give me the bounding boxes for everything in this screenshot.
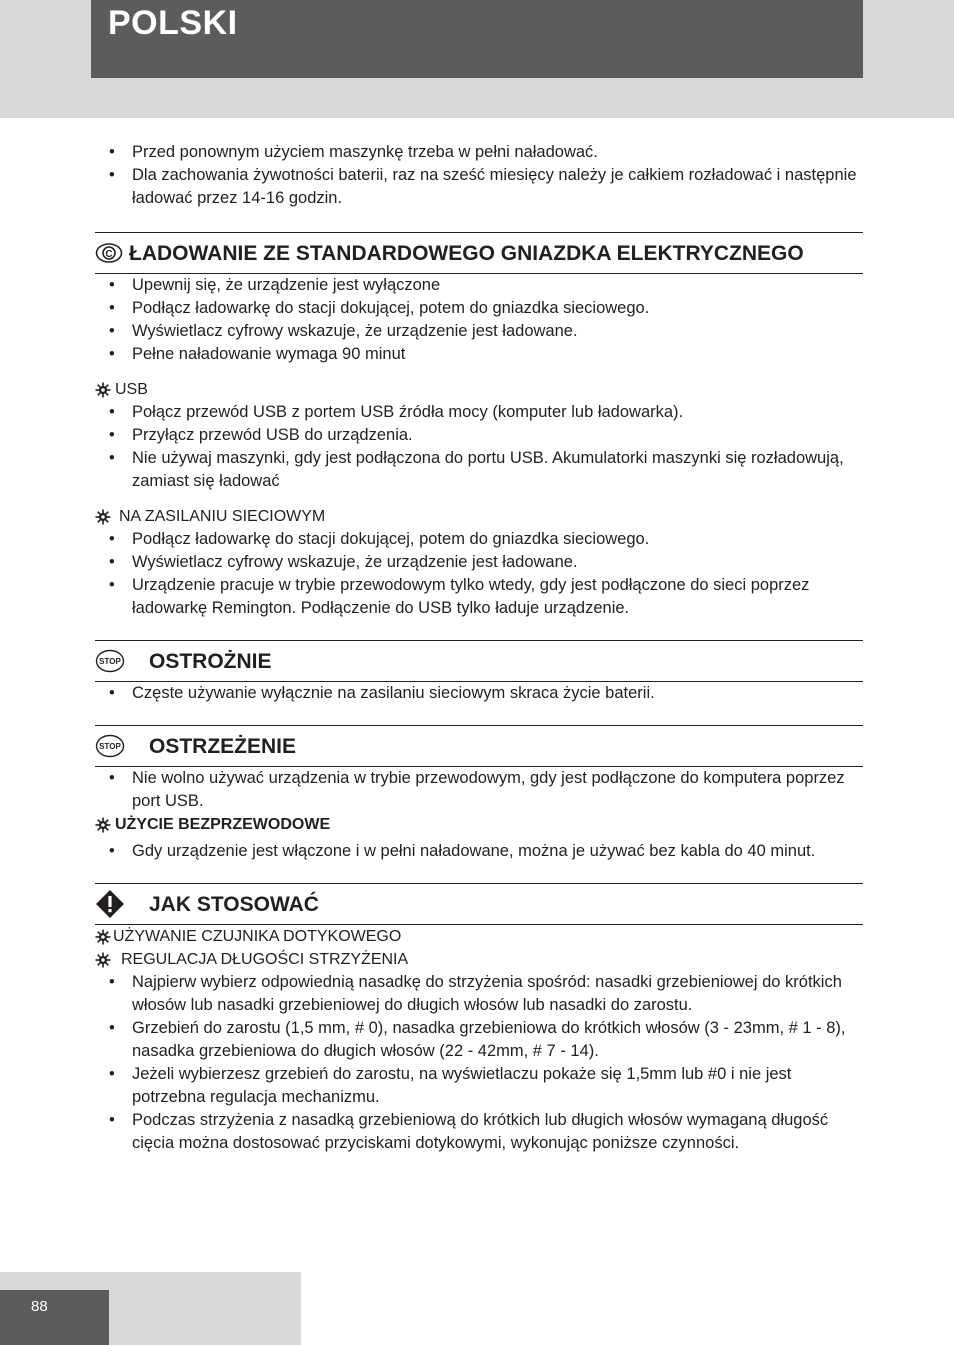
list-item: • Jeżeli wybierzesz grzebień do zarostu, na wyświetlaczu pokaże się 1,5mm lub #0 i nie jest potrzebna regulacja mechanizmu. xyxy=(95,1063,863,1109)
length-adjust-subheading xyxy=(95,948,863,971)
list-item: • Wyświetlacz cyfrowy wskazuje, że urządzenie jest ładowane. xyxy=(95,320,863,343)
section-icon-letter: c xyxy=(105,249,113,260)
intro-list xyxy=(95,141,863,210)
stop-icon xyxy=(95,649,125,673)
stop-icon-text: STOP xyxy=(99,742,121,751)
list-item: • Dla zachowania żywotności baterii, raz na sześć miesięcy należy je całkiem rozładować i następnie ładować przez 14-16 godzin. xyxy=(95,164,863,210)
section-title: ŁADOWANIE ZE STANDARDOWEGO GNIAZDKA ELEKTRYCZNEGO xyxy=(129,241,804,265)
page-language-title: POLSKI xyxy=(108,4,238,42)
list-item: • Urządzenie pracuje w trybie przewodowym tylko wtedy, gdy jest podłączone do sieci poprzez ładowarkę Remington. Podłączenie do USB tylko ładuje urządzenie. xyxy=(95,574,863,620)
charging-list xyxy=(95,274,863,366)
sun-icon xyxy=(95,952,111,968)
list-item: • Gdy urządzenie jest włączone i w pełni naładowane, można je używać bez kabla do 40 minut. xyxy=(95,840,863,863)
cordless-list xyxy=(95,840,863,863)
list-item: • Połącz przewód USB z portem USB źródła mocy (komputer lub ładowarka). xyxy=(95,401,863,424)
howto-list xyxy=(95,971,863,1155)
list-item: • Podłącz ładowarkę do stacji dokującej, potem do gniazdka sieciowego. xyxy=(95,528,863,551)
exclamation-diamond-icon xyxy=(95,889,125,919)
sun-icon xyxy=(95,817,111,833)
touch-sensor-subheading xyxy=(95,925,863,948)
section-title: OSTRZEŻENIE xyxy=(149,734,297,758)
list-item: • Nie wolno używać urządzenia w trybie przewodowym, gdy jest podłączone do komputera poprzez port USB. xyxy=(95,767,863,813)
sub-label: NA ZASILANIU SIECIOWYM xyxy=(119,508,326,525)
list-item: • Pełne naładowanie wymaga 90 minut xyxy=(95,343,863,366)
cordless-subheading xyxy=(95,813,863,836)
mains-subheading xyxy=(95,505,863,528)
warning-list xyxy=(95,767,863,813)
sub-label: REGULACJA DŁUGOŚCI STRZYŻENIA xyxy=(121,951,409,968)
list-item: • Częste używanie wyłącznie na zasilaniu sieciowym skraca życie baterii. xyxy=(95,682,863,705)
usb-subheading xyxy=(95,378,863,401)
page-number-box xyxy=(0,1290,109,1345)
list-item: • Najpierw wybierz odpowiednią nasadkę do strzyżenia spośród: nasadki grzebieniowej do krótkich włosów lub nasadki grzebieniowej do długich włosów lub nasadki do zarostu. xyxy=(95,971,863,1017)
sub-label: USB xyxy=(115,381,148,398)
list-item: • Wyświetlacz cyfrowy wskazuje, że urządzenie jest ładowane. xyxy=(95,551,863,574)
list-item: • Nie używaj maszynki, gdy jest podłączona do portu USB. Akumulatorki maszynki się rozładowują, zamiast się ładować xyxy=(95,447,863,493)
sub-label: UŻYCIE BEZPRZEWODOWE xyxy=(115,816,331,833)
sun-icon xyxy=(95,382,111,398)
caution-list xyxy=(95,682,863,705)
section-title: OSTROŻNIE xyxy=(149,649,272,673)
stop-icon-text: STOP xyxy=(99,657,121,666)
list-item: • Podczas strzyżenia z nasadką grzebieniową do krótkich lub długich włosów wymaganą długość cięcia można dostosować przyciskami dotykowymi, wykonując poniższe czynności. xyxy=(95,1109,863,1155)
sub-label: UŻYWANIE CZUJNIKA DOTYKOWEGO xyxy=(113,928,402,945)
page-number: 88 xyxy=(31,1298,48,1315)
header-bar xyxy=(91,0,863,78)
list-item: • Przed ponownym użyciem maszynkę trzeba w pełni naładować. xyxy=(95,141,863,164)
mains-list xyxy=(95,528,863,620)
section-charging-heading xyxy=(95,232,863,274)
section-warning-heading xyxy=(95,725,863,767)
sun-icon xyxy=(95,509,111,525)
eye-icon xyxy=(95,242,123,264)
section-caution-heading xyxy=(95,640,863,682)
usb-list xyxy=(95,401,863,493)
section-howto-heading xyxy=(95,883,863,925)
list-item: • Przyłącz przewód USB do urządzenia. xyxy=(95,424,863,447)
manual-content xyxy=(95,141,863,1155)
sun-icon xyxy=(95,929,111,945)
stop-icon xyxy=(95,734,125,758)
section-title: JAK STOSOWAĆ xyxy=(149,892,319,916)
list-item: • Upewnij się, że urządzenie jest wyłączone xyxy=(95,274,863,297)
list-item: • Podłącz ładowarkę do stacji dokującej, potem do gniazdka sieciowego. xyxy=(95,297,863,320)
list-item: • Grzebień do zarostu (1,5 mm, # 0), nasadka grzebieniowa do krótkich włosów (3 - 23mm, # 1 - 8), nasadka grzebieniowa do długich włosów (22 - 42mm, # 7 - 14). xyxy=(95,1017,863,1063)
